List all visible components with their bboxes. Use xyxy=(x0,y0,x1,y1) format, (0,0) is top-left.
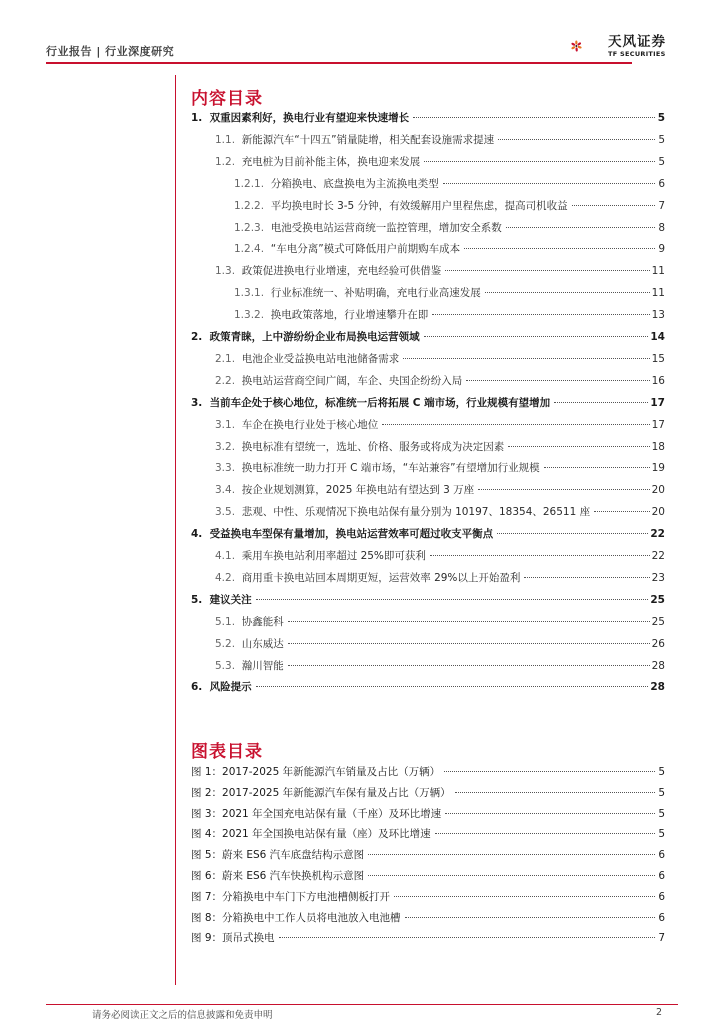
figure-entry-title: 图 6：蔚来 ES6 汽车快换机构示意图 xyxy=(191,870,365,882)
toc-entry-number: 3.4. xyxy=(215,484,236,497)
figure-entry-title: 图 3：2021 年全国充电站保有量（千座）及环比增速 xyxy=(191,807,442,820)
toc-entry-number: 3.1. xyxy=(215,418,236,431)
toc-entry[interactable] xyxy=(191,679,665,696)
toc-entry-number: 5. xyxy=(191,593,203,606)
toc-entry-number: 3.5. xyxy=(215,506,236,519)
dot-leader xyxy=(430,555,650,556)
toc-entry[interactable] xyxy=(215,373,665,390)
toc-entry-title: 商用重卡换电站回本周期更短，运营效率 29%以上开始盈利 xyxy=(241,571,521,584)
toc-entry[interactable] xyxy=(215,636,665,653)
toc-entry[interactable] xyxy=(234,285,665,302)
toc-entry-page: 23 xyxy=(651,571,665,584)
toc-entry-number: 4.1. xyxy=(215,550,236,562)
footer-divider xyxy=(46,1004,678,1005)
toc-entry-number: 5.2. xyxy=(215,637,236,650)
dot-leader xyxy=(524,577,649,578)
dot-leader xyxy=(444,771,655,772)
toc-entry-page: 8 xyxy=(658,221,665,234)
toc-entry-page: 17 xyxy=(650,396,665,409)
toc-entry[interactable] xyxy=(234,176,665,193)
figure-entry[interactable] xyxy=(191,930,665,947)
dot-leader xyxy=(506,227,655,228)
toc-entry-number: 3.2. xyxy=(215,440,236,453)
dot-leader xyxy=(405,917,655,918)
toc-entry-number: 1.3. xyxy=(215,265,236,278)
dot-leader xyxy=(466,380,649,381)
figure-entry[interactable] xyxy=(191,764,665,781)
dot-leader xyxy=(508,446,649,447)
toc-entry-number: 5.1. xyxy=(215,615,236,628)
figure-entry-page: 5 xyxy=(658,786,665,799)
figure-index-heading: 图表目录 xyxy=(191,742,263,762)
toc-entry-page: 26 xyxy=(651,637,665,650)
toc-entry-page: 19 xyxy=(651,462,665,475)
dot-leader xyxy=(424,161,655,162)
dot-leader xyxy=(279,937,655,938)
figure-entry-page: 5 xyxy=(658,828,665,841)
left-accent-line xyxy=(175,75,176,985)
toc-entry-title: 车企在换电行业处于核心地位 xyxy=(241,418,379,431)
disclaimer-note: 请务必阅读正文之后的信息披露和免责申明 xyxy=(92,1010,273,1021)
toc-entry-page: 28 xyxy=(650,681,665,694)
toc-entry[interactable] xyxy=(215,263,665,280)
figure-entry-title: 图 5：蔚来 ES6 汽车底盘结构示意图 xyxy=(191,849,365,862)
figure-entry-title: 图 1：2017-2025 年新能源汽车销量及占比（万辆） xyxy=(191,766,441,778)
toc-entry[interactable] xyxy=(234,241,665,258)
toc-entry-number: 1.3.2. xyxy=(234,309,265,322)
toc-entry[interactable] xyxy=(191,592,665,609)
dot-leader xyxy=(554,402,648,403)
toc-entry-page: 16 xyxy=(651,374,665,387)
figure-entry-page: 7 xyxy=(658,932,665,945)
toc-entry-number: 1.2.4. xyxy=(234,243,265,256)
toc-entry-page: 22 xyxy=(650,528,665,541)
toc-entry-title: 建议关注 xyxy=(209,593,252,606)
dot-leader xyxy=(544,467,650,468)
toc-entry-title: 山东威达 xyxy=(241,637,284,650)
toc-entry-title: 悲观、中性、乐观情况下换电站保有量分别为 10197、18354、26511 座 xyxy=(241,506,591,519)
toc-entry[interactable] xyxy=(215,504,665,521)
toc-entry-title: 行业标准统一、补贴明确，充电行业高速发展 xyxy=(270,287,481,300)
toc-entry[interactable] xyxy=(215,614,665,631)
dot-leader xyxy=(485,292,650,293)
figure-entry[interactable] xyxy=(191,826,665,843)
toc-entry[interactable] xyxy=(215,548,665,565)
toc-entry-page: 11 xyxy=(651,265,665,278)
toc-entry-number: 6. xyxy=(191,681,203,694)
logo-name: 天风证券 xyxy=(608,34,666,50)
toc-entry[interactable] xyxy=(215,351,665,368)
toc-entry[interactable] xyxy=(215,482,665,499)
dot-leader xyxy=(368,875,655,876)
toc-entry-page: 17 xyxy=(651,418,665,431)
dot-leader xyxy=(464,248,655,249)
toc-entry-page: 7 xyxy=(658,199,665,212)
toc-entry-page: 15 xyxy=(651,352,665,365)
figure-entry-title: 图 8：分箱换电中工作人员将电池放入电池槽 xyxy=(191,911,401,924)
toc-entry-page: 25 xyxy=(650,593,665,606)
logo-english: TF SECURITIES xyxy=(608,50,666,58)
toc-entry-title: 受益换电车型保有量增加，换电站运营效率可超过收支平衡点 xyxy=(209,528,494,541)
toc-entry-title: 乘用车换电站利用率超过 25%即可获利 xyxy=(241,550,426,562)
figure-entry[interactable] xyxy=(191,847,665,864)
toc-entry-number: 4.2. xyxy=(215,571,236,584)
dot-leader xyxy=(413,117,655,118)
dot-leader xyxy=(445,813,655,814)
dot-leader xyxy=(432,314,649,315)
dot-leader xyxy=(394,896,655,897)
figure-entry[interactable] xyxy=(191,806,665,823)
figure-entry[interactable] xyxy=(191,889,665,906)
toc-entry[interactable] xyxy=(215,439,665,456)
toc-entry[interactable] xyxy=(215,154,665,171)
toc-entry-title: 风险提示 xyxy=(209,681,252,694)
toc-entry-title: 换电站运营商空间广阔，车企、央国企纷纷入局 xyxy=(241,374,463,387)
dot-leader xyxy=(594,511,650,512)
toc-entry[interactable] xyxy=(234,220,665,237)
toc-entry-number: 4. xyxy=(191,528,203,541)
figure-entry-page: 6 xyxy=(658,870,665,882)
toc-entry-title: 政策促进换电行业增速，充电经验可供借鉴 xyxy=(241,265,442,278)
dot-leader xyxy=(382,424,649,425)
dot-leader xyxy=(288,621,650,622)
dot-leader xyxy=(256,599,649,600)
figure-entry-page: 6 xyxy=(658,911,665,924)
toc-entry-number: 1.3.1. xyxy=(234,287,265,300)
toc-entry[interactable] xyxy=(215,570,665,587)
toc-entry[interactable] xyxy=(215,460,665,477)
toc-entry-title: 当前车企处于核心地位，标准统一后将拓展 C 端市场，行业规模有望增加 xyxy=(209,396,551,409)
toc-entry-title: 电池企业受益换电站电池储备需求 xyxy=(241,352,400,365)
dot-leader xyxy=(572,205,655,206)
toc-entry-page: 22 xyxy=(651,550,665,562)
dot-leader xyxy=(497,533,648,534)
dot-leader xyxy=(478,489,649,490)
toc-entry-page: 5 xyxy=(658,133,665,146)
figure-entry-page: 5 xyxy=(658,766,665,778)
toc-entry-page: 13 xyxy=(651,309,665,322)
dot-leader xyxy=(256,686,649,687)
toc-entry-title: 按企业规划测算，2025 年换电站有望达到 3 万座 xyxy=(241,484,475,497)
toc-entry-title: 平均换电时长 3-5 分钟，有效缓解用户里程焦虑，提高司机收益 xyxy=(270,199,568,212)
toc-entry-number: 1.2. xyxy=(215,155,236,168)
figure-entry-title: 图 7：分箱换电中车门下方电池槽侧板打开 xyxy=(191,890,391,903)
toc-entry[interactable] xyxy=(191,526,665,543)
toc-entry-number: 2. xyxy=(191,331,203,343)
dot-leader xyxy=(443,183,655,184)
toc-entry[interactable] xyxy=(191,329,665,346)
toc-entry-number: 1. xyxy=(191,112,203,124)
toc-entry-page: 28 xyxy=(651,659,665,672)
toc-entry-page: 14 xyxy=(650,331,665,343)
dot-leader xyxy=(498,139,655,140)
toc-entry-number: 1.2.2. xyxy=(234,199,265,212)
toc-entry-title: 换电标准统一助力打开 C 端市场，“车站兼容”有望增加行业规模 xyxy=(241,462,540,475)
toc-entry-title: 电池受换电站运营商统一监控管理，增加安全系数 xyxy=(270,221,502,234)
dot-leader xyxy=(424,336,649,337)
toc-entry-number: 1.2.3. xyxy=(234,221,265,234)
dot-leader xyxy=(288,643,650,644)
dot-leader xyxy=(435,833,655,834)
figure-entry-title: 图 4：2021 年全国换电站保有量（座）及环比增速 xyxy=(191,828,431,841)
toc-entry[interactable] xyxy=(234,198,665,215)
toc-entry-number: 3.3. xyxy=(215,462,236,475)
toc-entry-page: 9 xyxy=(658,243,665,256)
toc-entry-page: 20 xyxy=(651,506,665,519)
toc-entry-number: 1.2.1. xyxy=(234,177,265,190)
figure-entry-title: 图 9：顶吊式换电 xyxy=(191,932,275,945)
header-divider xyxy=(46,62,632,64)
toc-entry-title: 换电标准有望统一，选址、价格、服务或将成为决定因素 xyxy=(241,440,505,453)
toc-entry[interactable] xyxy=(191,395,665,412)
toc-entry-page: 6 xyxy=(658,177,665,190)
toc-entry-title: 分箱换电、底盘换电为主流换电类型 xyxy=(270,177,439,190)
toc-entry-number: 2.2. xyxy=(215,374,236,387)
toc-entry-number: 1.1. xyxy=(215,133,236,146)
toc-entry[interactable] xyxy=(215,658,665,675)
dot-leader xyxy=(288,665,650,666)
toc-entry-page: 20 xyxy=(651,484,665,497)
toc-entry-page: 25 xyxy=(651,615,665,628)
figure-entry[interactable] xyxy=(191,785,665,802)
toc-heading: 内容目录 xyxy=(191,89,263,109)
toc-entry-title: 新能源汽车“十四五”销量陡增，相关配套设施需求提速 xyxy=(241,133,495,146)
toc-entry[interactable] xyxy=(215,417,665,434)
page-number: 2 xyxy=(656,1007,663,1018)
dot-leader xyxy=(368,854,655,855)
dot-leader xyxy=(445,270,649,271)
report-category: 行业报告 | 行业深度研究 xyxy=(46,45,175,58)
dot-leader xyxy=(455,792,655,793)
toc-entry-title: 政策青睐，上中游纷纷企业布局换电运营领域 xyxy=(209,331,420,343)
figure-entry-title: 图 2：2017-2025 年新能源汽车保有量及占比（万辆） xyxy=(191,786,451,799)
toc-entry-title: 瀚川智能 xyxy=(241,659,284,672)
figure-entry[interactable] xyxy=(191,910,665,927)
toc-entry-number: 2.1. xyxy=(215,352,236,365)
dot-leader xyxy=(403,358,649,359)
toc-entry[interactable] xyxy=(215,132,665,149)
toc-entry-page: 5 xyxy=(657,112,665,124)
toc-entry-title: “车电分离”模式可降低用户前期购车成本 xyxy=(270,243,461,256)
toc-entry-title: 双重因素利好，换电行业有望迎来快速增长 xyxy=(209,112,410,124)
toc-entry-page: 5 xyxy=(658,155,665,168)
figure-entry-page: 6 xyxy=(658,890,665,903)
figure-entry-page: 5 xyxy=(658,807,665,820)
figure-entry-page: 6 xyxy=(658,849,665,862)
flower-logo-icon xyxy=(570,26,610,66)
toc-entry-title: 换电政策落地，行业增速攀升在即 xyxy=(270,309,429,322)
toc-entry[interactable] xyxy=(191,110,665,127)
toc-entry-page: 18 xyxy=(651,440,665,453)
toc-entry-number: 3. xyxy=(191,396,203,409)
toc-entry-title: 充电桩为目前补能主体，换电迎来发展 xyxy=(241,155,421,168)
toc-entry-page: 11 xyxy=(651,287,665,300)
toc-entry-number: 5.3. xyxy=(215,659,236,672)
toc-entry-title: 协鑫能科 xyxy=(241,615,284,628)
figure-entry[interactable] xyxy=(191,868,665,885)
toc-entry[interactable] xyxy=(234,307,665,324)
